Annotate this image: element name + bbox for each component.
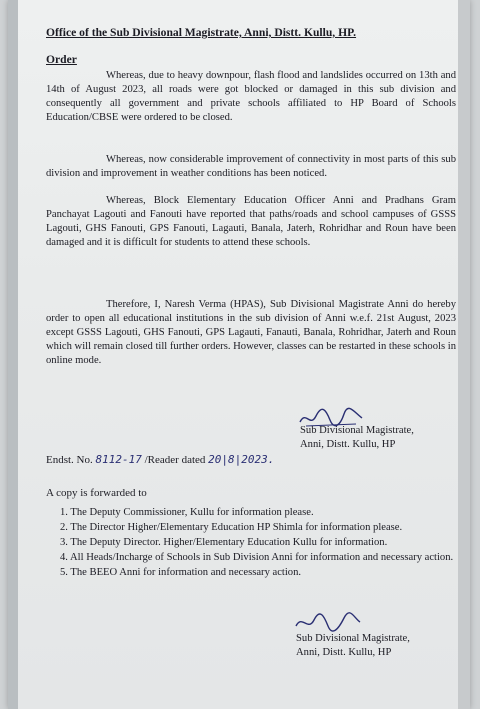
paragraph-3: Whereas, Block Elementary Education Officer Anni and Pradhans Gram Panchayat Lagouti and Fanouti have reported that paths/roads and school campuses of GSSS Lagouti, GHS Fanouti, GPS Fanouti, Lagauti, Banala, Jaterh, Rohridhar and Roun have been damaged and it is difficult for students to attend these schools. — [46, 195, 456, 248]
signature-1-office: Anni, Distt. Kullu, HP — [300, 439, 396, 450]
endorsement-line — [46, 453, 274, 467]
endst-date: 20|8|2023. — [208, 453, 275, 466]
document-page — [8, 0, 470, 709]
signature-block-2 — [296, 632, 410, 660]
endst-middle: /Reader dated — [144, 454, 206, 466]
page-edge-left — [8, 0, 18, 709]
list-item: 5. The BEEO Anni for information and necessary action. — [60, 567, 302, 578]
list-item: 3. The Deputy Director. Higher/Elementary Education Kullu for information. — [60, 537, 388, 548]
page-edge-right — [458, 0, 470, 709]
recipient-list — [60, 506, 460, 581]
paragraph-2: Whereas, now considerable improvement of connectivity in most parts of this sub division and improvement in weather conditions has been noticed. — [46, 154, 456, 179]
paragraph-1: Whereas, due to heavy downpour, flash flood and landslides occurred on 13th and 14th of August 2023, all roads were got blocked or damaged in this sub division and consequently all government and private schools affiliated to HP Board of Schools Education/CBSE were ordered to be closed. — [46, 70, 456, 123]
signature-2-title: Sub Divisional Magistrate, — [296, 633, 410, 644]
list-item: 2. The Director Higher/Elementary Education HP Shimla for information please. — [60, 522, 403, 533]
endst-number: 8112-17 — [95, 453, 142, 466]
order-label: Order — [46, 53, 77, 66]
signature-scribble-2 — [292, 612, 364, 634]
signature-block-1 — [300, 424, 414, 452]
endst-prefix: Endst. No. — [46, 454, 93, 466]
copy-forwarded-label: A copy is forwarded to — [46, 487, 147, 499]
paragraph-4: Therefore, I, Naresh Verma (HPAS), Sub Divisional Magistrate Anni do hereby order to open all educational institutions in the sub division of Anni w.e.f. 21st August, 2023 except GSSS Lagouti, GHS Fanouti, GPS Lagauti, Fanauti, Banala, Rohridhar, Jaterh and Roun which will remain closed till further orders. However, classes can be restarted in these schools in online mode. — [46, 299, 456, 366]
office-heading: Office of the Sub Divisional Magistrate, Anni, Distt. Kullu, HP. — [46, 26, 357, 39]
list-item: 1. The Deputy Commissioner, Kullu for information please. — [60, 507, 314, 518]
list-item: 4. All Heads/Incharge of Schools in Sub Division Anni for information and necessary action. — [60, 552, 454, 563]
signature-2-office: Anni, Distt. Kullu, HP — [296, 647, 392, 658]
signature-1-title: Sub Divisional Magistrate, — [300, 425, 414, 436]
